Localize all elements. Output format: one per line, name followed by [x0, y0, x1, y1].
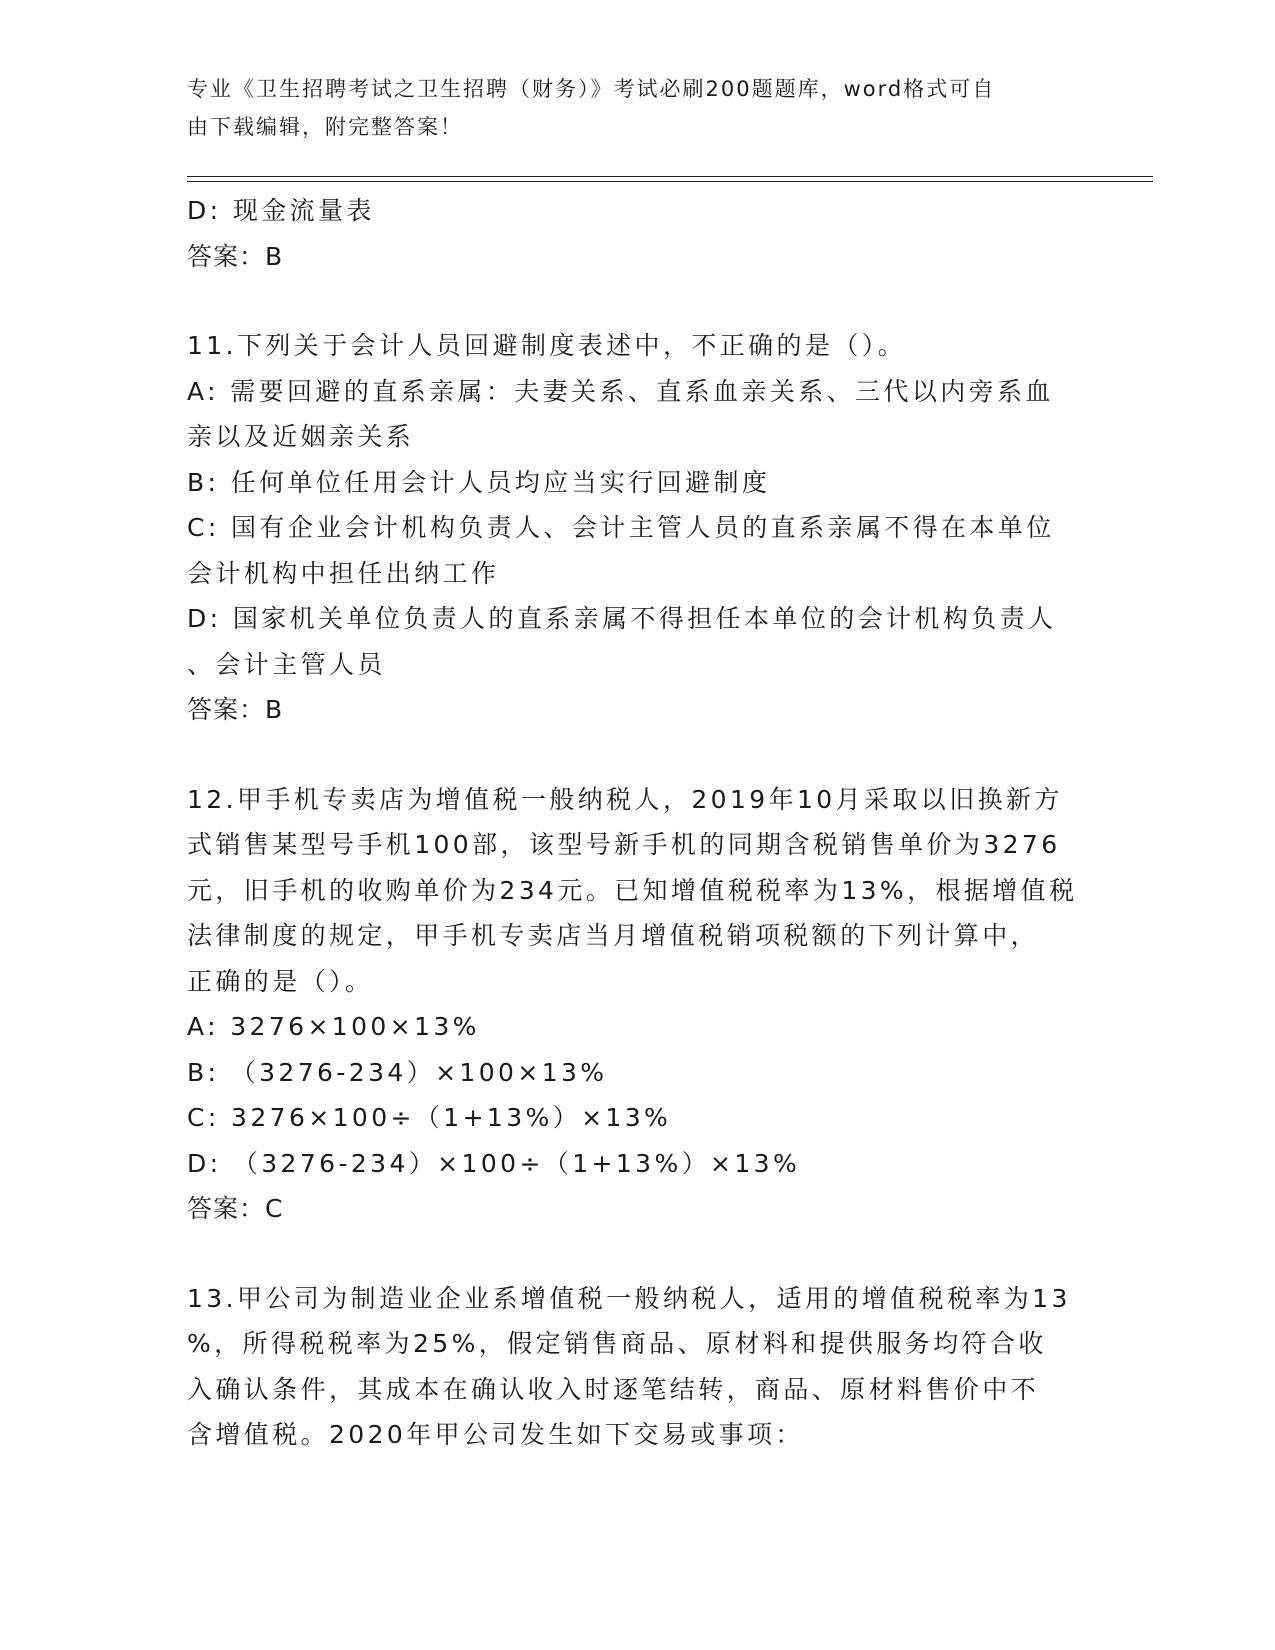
- header-line: 由下载编辑，附完整答案！: [187, 115, 463, 139]
- question-text: 入确认条件，其成本在确认收入时逐笔结转，商品、原材料售价中不: [187, 1374, 1040, 1404]
- page-header: [187, 70, 1067, 146]
- answer: 答案：C: [187, 1194, 284, 1223]
- question-text: 13.甲公司为制造业企业系增值税一般纳税人，适用的增值税税率为13: [187, 1283, 1071, 1313]
- question-block-11: [187, 323, 1087, 733]
- question-text: 法律制度的规定，甲手机专卖店当月增值税销项税额的下列计算中，: [187, 921, 1040, 950]
- answer: 答案：B: [187, 695, 284, 724]
- spacer: [187, 279, 1087, 323]
- header-divider-thin: [187, 181, 1153, 182]
- option-d: D: （3276-234）×100÷（1+13%）×13%: [187, 1148, 801, 1178]
- question-text: 式销售某型号手机100部，该型号新手机的同期含税销售单价为3276: [187, 830, 1061, 859]
- option-c: C: 3276×100÷（1+13%）×13%: [187, 1103, 672, 1132]
- option-c: C: 国有企业会计机构负责人、会计主管人员的直系亲属不得在本单位: [187, 513, 1055, 542]
- option-b: B: （3276-234）×100×13%: [187, 1057, 608, 1087]
- question-text: 11.下列关于会计人员回避制度表述中，不正确的是（）。: [187, 331, 907, 360]
- question-text: 含增值税。2020年甲公司发生如下交易或事项：: [187, 1420, 804, 1449]
- question-text: 元，旧手机的收购单价为234元。已知增值税税率为13%，根据增值税: [187, 875, 1078, 905]
- question-text: %，所得税税率为25%，假定销售商品、原材料和提供服务均符合收: [187, 1329, 1047, 1358]
- answer: 答案：B: [187, 241, 284, 271]
- option-a-cont: 亲以及近姻亲关系: [187, 422, 415, 451]
- question-block-12: [187, 777, 1087, 1232]
- option-c-cont: 会计机构中担任出纳工作: [187, 558, 500, 588]
- spacer: [187, 733, 1087, 777]
- spacer: [187, 1232, 1087, 1276]
- question-text: 正确的是（）。: [187, 966, 374, 996]
- option-a: A: 3276×100×13%: [187, 1012, 480, 1041]
- question-block-13: [187, 1276, 1087, 1458]
- document-body: [187, 188, 1087, 1458]
- header-line: 专业《卫生招聘考试之卫生招聘（财务）》考试必刷200题题库，word格式可自: [187, 77, 996, 101]
- option-d-cont: 、会计主管人员: [187, 649, 386, 679]
- question-block-prev: [187, 188, 1087, 279]
- question-text: 12.甲手机专卖店为增值税一般纳税人，2019年10月采取以旧换新方: [187, 784, 1063, 814]
- option-d: D: 国家机关单位负责人的直系亲属不得担任本单位的会计机构负责人: [187, 604, 1057, 633]
- option-a: A: 需要回避的直系亲属：夫妻关系、直系血亲关系、三代以内旁系血: [187, 376, 1054, 406]
- header-divider: [187, 176, 1153, 177]
- option-b: B: 任何单位任用会计人员均应当实行回避制度: [187, 467, 771, 497]
- option-d: D: 现金流量表: [187, 196, 375, 225]
